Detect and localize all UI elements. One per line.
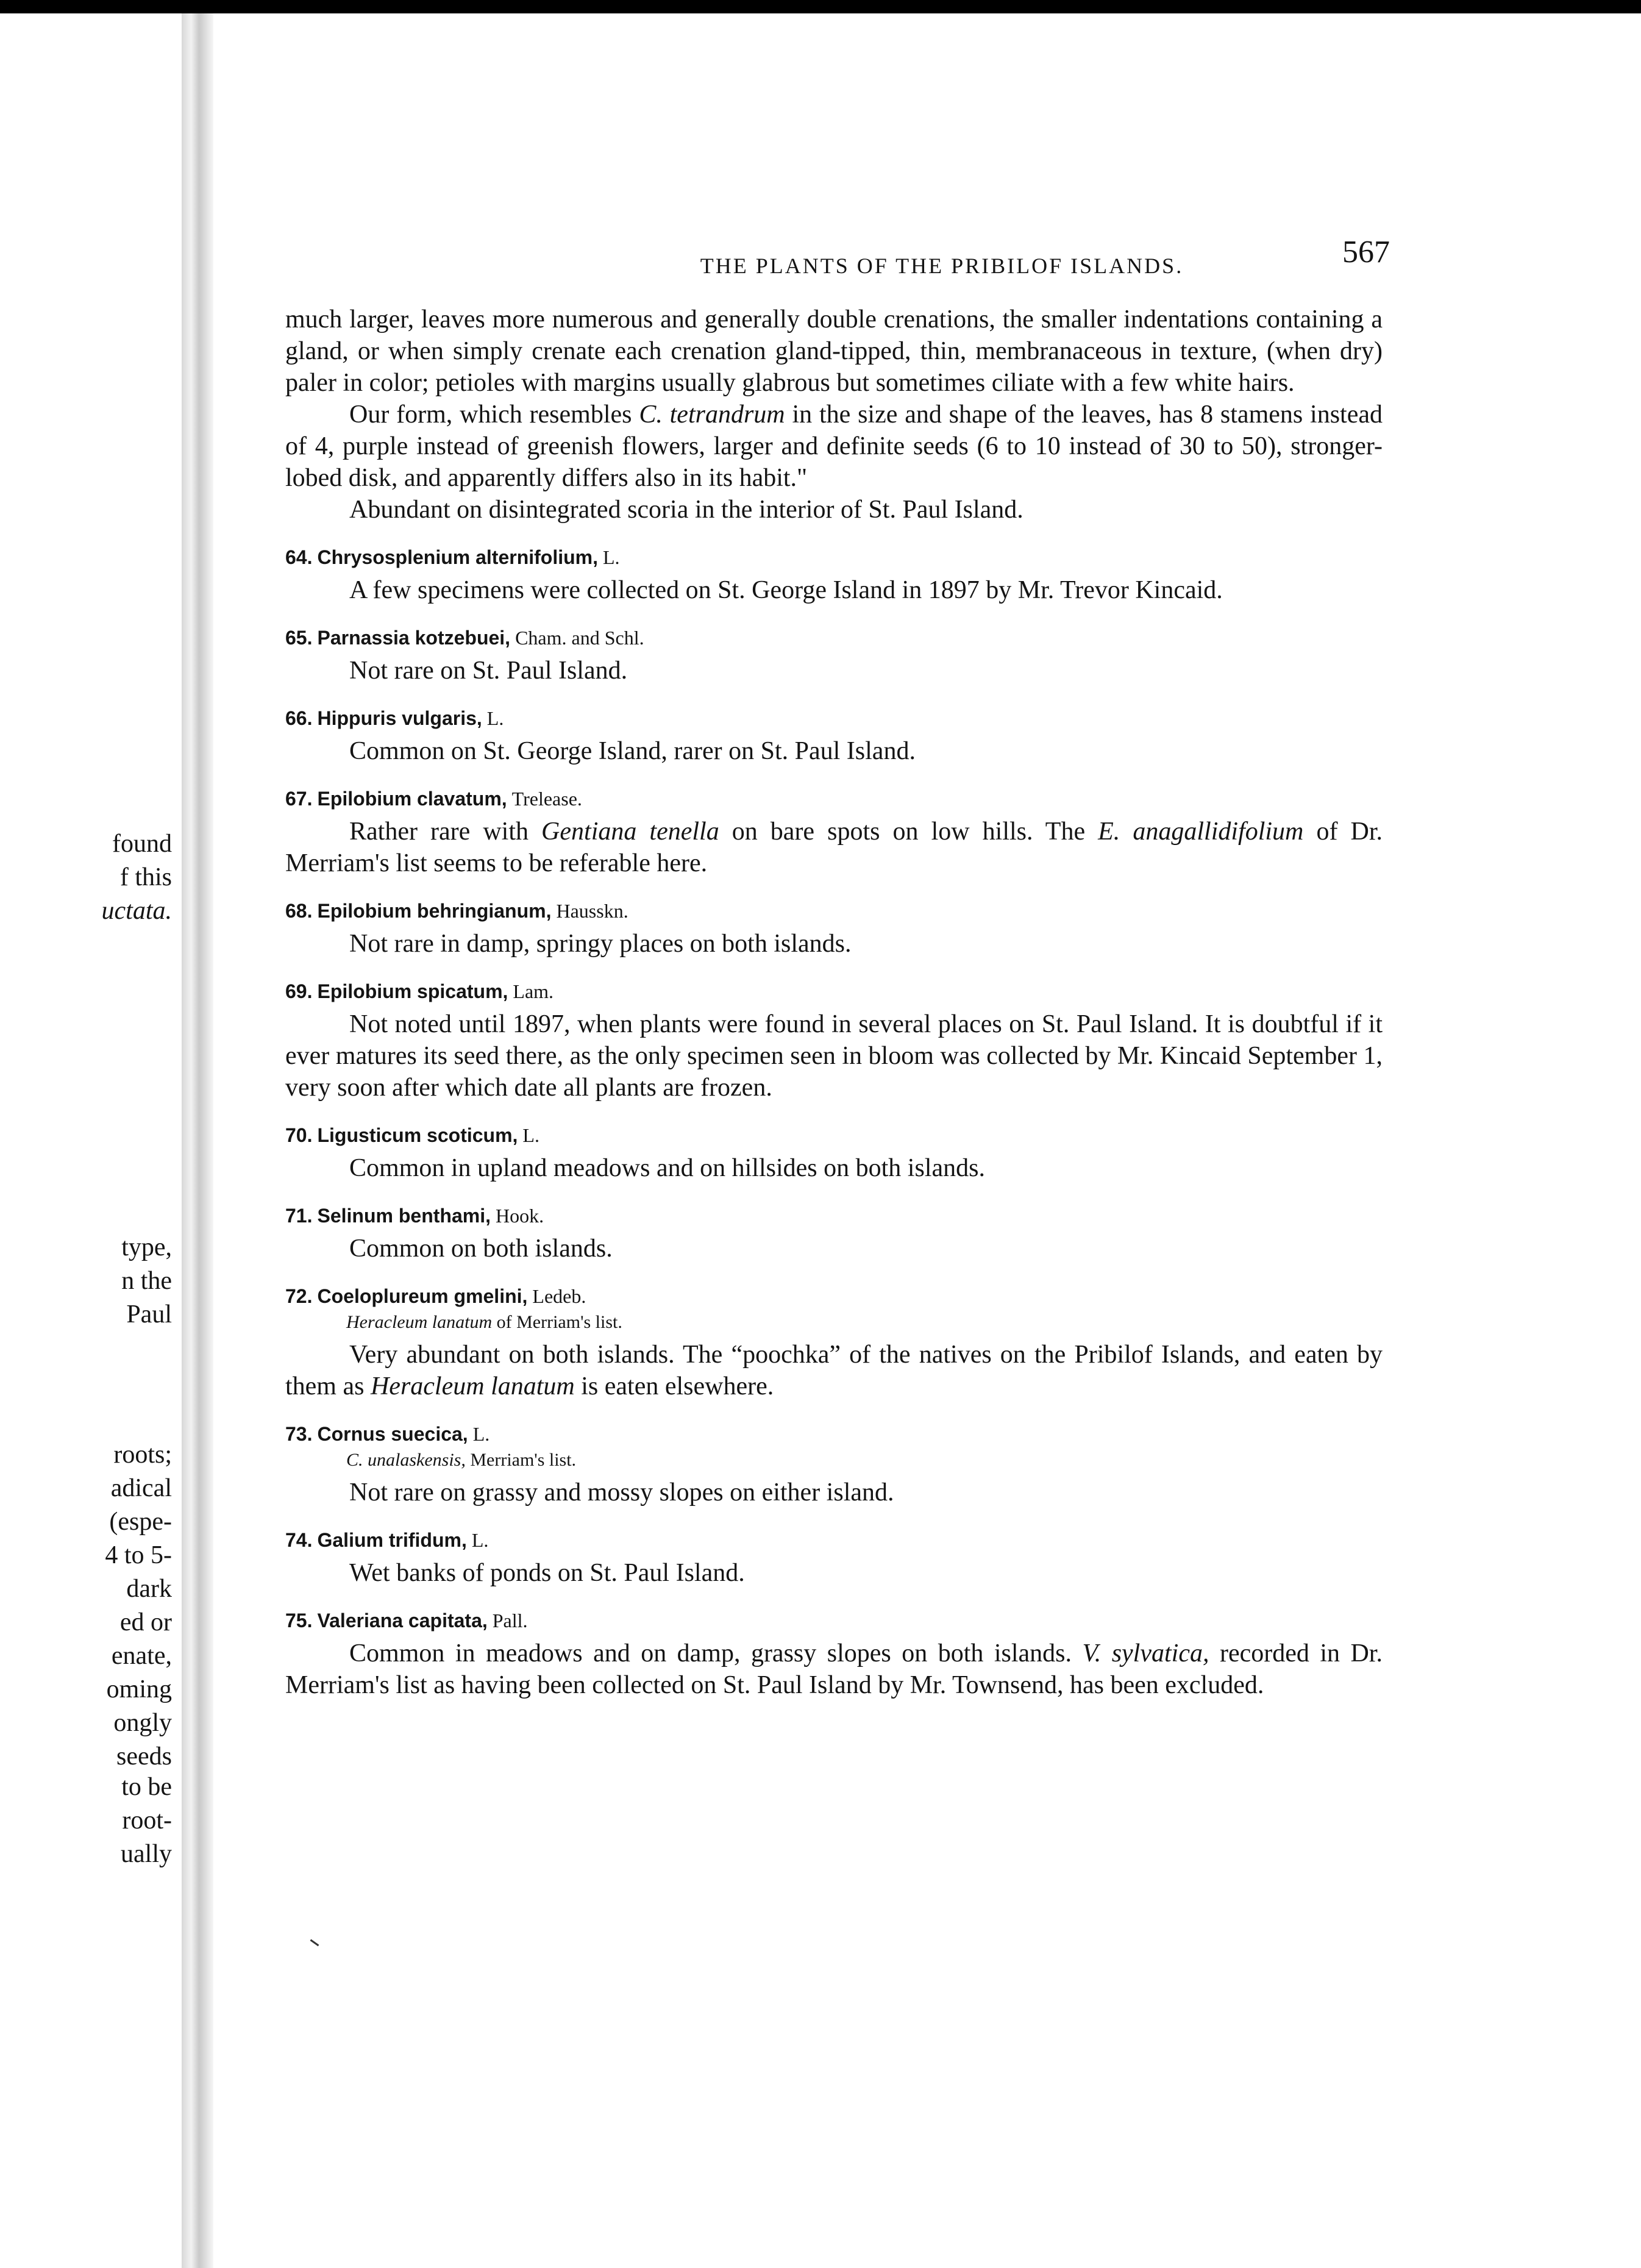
text-run: Merriam's list. — [465, 1450, 577, 1470]
species-entry-71 — [285, 1204, 1383, 1264]
species-heading — [285, 545, 1383, 569]
entry-number: 75. — [285, 1610, 313, 1631]
species-entry-67 — [285, 786, 1383, 879]
species-italic: C. tetrandrum — [639, 401, 785, 429]
facing-page-fragment: 4 to 5- — [105, 1541, 172, 1569]
facing-page-fragment: n the — [121, 1267, 172, 1295]
species-entry-73 — [285, 1422, 1383, 1508]
species-name: Cornus suecica, — [317, 1423, 468, 1445]
text-run: Very abundant on both islands. The “poochka” of the natives on the Pribilof Islands, and eaten by them as — [285, 1341, 1383, 1400]
intro-paragraph — [285, 399, 1383, 494]
facing-page-fragment: ongly — [113, 1709, 172, 1737]
entry-number: 69. — [285, 980, 313, 1002]
species-entry-75 — [285, 1608, 1383, 1701]
text-run: of Merriam's list. — [492, 1312, 622, 1332]
synonym-line — [346, 1449, 1383, 1472]
facing-page-fragment: found — [112, 830, 172, 858]
text-run: Common in meadows and on damp, grassy slopes on both islands. — [349, 1639, 1083, 1667]
entry-number: 64. — [285, 546, 313, 568]
facing-page-fragment: adical — [110, 1474, 172, 1502]
species-authority: Lam. — [513, 980, 554, 1002]
species-description — [285, 816, 1383, 879]
species-name: Selinum benthami, — [317, 1205, 491, 1227]
species-name: Coeloplureum gmelini, — [317, 1285, 528, 1307]
intro-paragraph: Abundant on disintegrated scoria in the interior of St. Paul Island. — [349, 496, 1023, 524]
species-entry-70 — [285, 1123, 1383, 1184]
facing-page-fragment: f this — [119, 863, 172, 891]
species-authority: Hausskn. — [556, 900, 628, 922]
species-heading — [285, 786, 1383, 811]
entry-number: 72. — [285, 1285, 313, 1307]
species-entry-69 — [285, 979, 1383, 1104]
running-head: THE PLANTS OF THE PRIBILOF ISLANDS. — [700, 254, 1184, 278]
page-body — [285, 304, 1383, 1701]
species-description: A few specimens were collected on St. George Island in 1897 by Mr. Trevor Kincaid. — [349, 576, 1223, 604]
entry-number: 71. — [285, 1205, 313, 1227]
facing-page-fragment: roots; — [113, 1441, 172, 1469]
text-run: on bare spots on low hills. The — [719, 818, 1098, 846]
species-heading — [285, 899, 1383, 923]
species-description: Common in upland meadows and on hillsides on both islands. — [349, 1154, 985, 1182]
intro-paragraph: much larger, leaves more numerous and generally double crenations, the smaller indentations containing a gland, or when simply crenate each crenation gland-tipped, thin, membranaceous in texture, (when dry) paler in color; petioles with margins usually glabrous but sometimes ciliate with a few white hairs. — [285, 305, 1383, 397]
facing-page-fragment: to be — [121, 1773, 172, 1801]
facing-page-fragment: ed or — [119, 1608, 172, 1636]
species-heading — [285, 1422, 1383, 1446]
species-description: Common on St. George Island, rarer on St. Paul Island. — [349, 737, 916, 765]
species-authority: L. — [603, 546, 620, 568]
entry-number: 74. — [285, 1529, 313, 1551]
species-authority: Ledeb. — [532, 1285, 586, 1307]
entry-number: 70. — [285, 1124, 313, 1146]
species-heading — [285, 1528, 1383, 1552]
species-heading — [285, 1284, 1383, 1308]
species-name: Epilobium behringianum, — [317, 900, 552, 922]
species-italic: Heracleum lanatum — [370, 1372, 575, 1400]
species-name: Epilobium spicatum, — [317, 980, 508, 1002]
species-entry-66 — [285, 706, 1383, 767]
species-name: Parnassia kotzebuei, — [317, 627, 511, 649]
species-entry-65 — [285, 626, 1383, 686]
species-heading — [285, 1123, 1383, 1147]
species-name: Ligusticum scoticum, — [317, 1124, 518, 1146]
species-description: Wet banks of ponds on St. Paul Island. — [349, 1559, 745, 1587]
species-heading — [285, 626, 1383, 650]
species-description: Not noted until 1897, when plants were found in several places on St. Paul Island. It is doubtful if it ever matures its seed there, as the only specimen seen in bloom was collected by Mr. Kincaid September 1, very soon after which date all plants are frozen. — [285, 1010, 1383, 1102]
species-entry-72 — [285, 1284, 1383, 1402]
facing-page-fragment: type, — [121, 1233, 172, 1261]
species-name: Galium trifidum, — [317, 1529, 467, 1551]
facing-page-fragment: seeds — [116, 1742, 172, 1771]
facing-page-fragment: oming — [106, 1675, 172, 1703]
scan-border — [0, 0, 1641, 13]
entry-number: 68. — [285, 900, 313, 922]
species-authority: L. — [522, 1124, 539, 1146]
species-authority: L. — [486, 707, 504, 729]
species-name: Chrysosplenium alternifolium, — [317, 546, 598, 568]
book-gutter — [182, 13, 213, 2268]
species-heading — [285, 706, 1383, 730]
species-italic: V. sylvatica, — [1082, 1639, 1209, 1667]
text-run: Rather rare with — [349, 818, 542, 846]
species-description: Not rare on St. Paul Island. — [349, 657, 628, 685]
species-entry-68 — [285, 899, 1383, 960]
species-description — [285, 1339, 1383, 1402]
facing-page-fragment: (espe- — [109, 1508, 172, 1536]
species-heading — [285, 1204, 1383, 1228]
facing-page-fragment: root- — [122, 1806, 172, 1835]
species-name: Epilobium clavatum, — [317, 788, 507, 810]
facing-page-fragment: uctata. — [101, 897, 172, 925]
species-description — [285, 1638, 1383, 1701]
species-name: Hippuris vulgaris, — [317, 707, 482, 729]
facing-page-edge — [0, 13, 182, 2268]
species-authority: Cham. and Schl. — [515, 627, 644, 649]
facing-page-fragment: Paul — [126, 1300, 172, 1328]
entry-number: 67. — [285, 788, 313, 810]
facing-page-fragment: dark — [126, 1575, 172, 1603]
text-run: recorded in Dr. Merriam's list as having been collected on St. Paul Island by Mr. Townsend, has been excluded. — [285, 1639, 1383, 1699]
text-run: of Dr. Merriam's list seems to be referable here. — [285, 818, 1383, 877]
text-run: is eaten elsewhere. — [574, 1372, 774, 1400]
species-entry-74 — [285, 1528, 1383, 1589]
text-run: Our form, which resembles — [349, 401, 639, 429]
species-italic: Gentiana tenella — [541, 818, 719, 846]
text-run: in the size and shape of the leaves, has 8 stamens instead of 4, purple instead of greenish flowers, larger and definite seeds (6 to 10 instead of 30 to 50), stronger-lobed disk, and apparently differs also in its habit." — [285, 401, 1383, 492]
entry-number: 65. — [285, 627, 313, 649]
page-number: 567 — [1342, 235, 1390, 269]
species-authority: Hook. — [495, 1205, 544, 1227]
species-entry-64 — [285, 545, 1383, 606]
species-heading — [285, 979, 1383, 1004]
entry-number: 73. — [285, 1423, 313, 1445]
page — [213, 13, 1641, 2268]
facing-page-fragment: ually — [121, 1840, 172, 1868]
species-description: Not rare in damp, springy places on both islands. — [349, 930, 852, 958]
species-authority: L. — [472, 1423, 490, 1445]
species-heading — [285, 1608, 1383, 1633]
species-authority: L. — [471, 1529, 489, 1551]
species-italic: E. anagallidifolium — [1098, 818, 1304, 846]
species-name: Valeriana capitata, — [317, 1610, 488, 1631]
facing-page-fragment: enate, — [111, 1642, 172, 1670]
species-authority: Pall. — [492, 1610, 528, 1631]
entry-number: 66. — [285, 707, 313, 729]
synonym-line — [346, 1311, 1383, 1334]
species-authority: Trelease. — [511, 788, 582, 810]
synonym-name: Heracleum lanatum — [346, 1312, 493, 1332]
synonym-name: C. unalaskensis, — [346, 1450, 466, 1470]
species-description: Common on both islands. — [349, 1235, 613, 1263]
species-description: Not rare on grassy and mossy slopes on either island. — [349, 1478, 894, 1507]
